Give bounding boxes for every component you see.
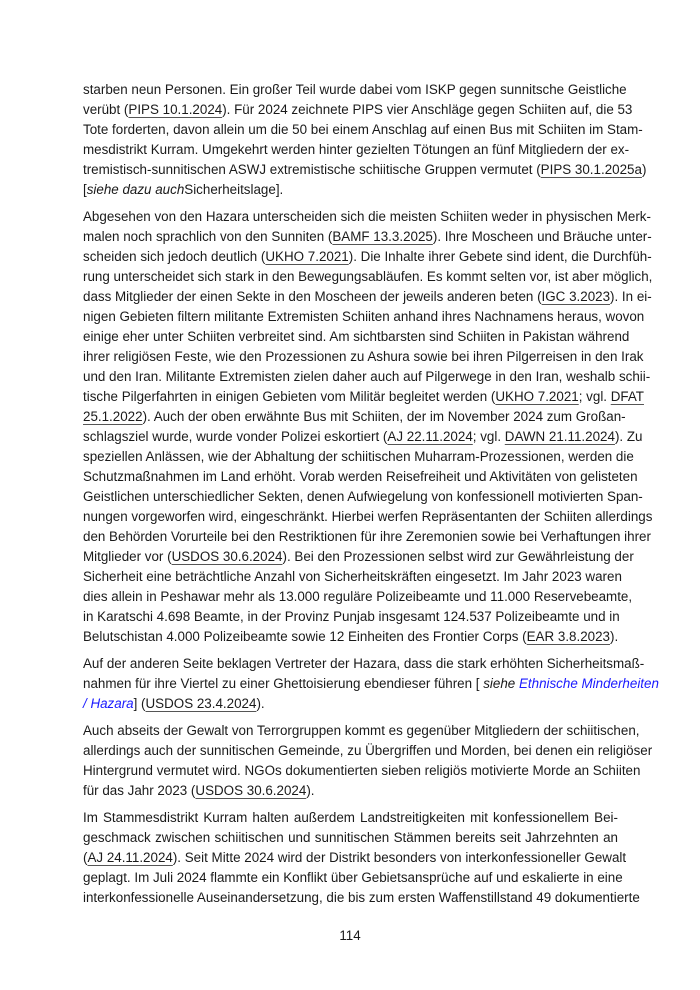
text-run: scheiden sich jedoch deutlich ( (83, 249, 266, 264)
text-line (83, 327, 630, 347)
text-run: [ (83, 182, 87, 197)
text-run: tische Pilgerfahrten in einigen Gebieten vom Militär begleitet werden ( (83, 389, 496, 404)
text-run: rung unterscheidet sich stark in den Bewegungsabläufen. Es kommt selten vor, ist aber möglich, (83, 269, 653, 284)
text-run: ) (641, 162, 647, 177)
text-line (83, 307, 645, 327)
citation-link[interactable]: IGC 3.2023 (541, 289, 611, 304)
text-run: ). Ihre Moscheen und Bräuche unter- (432, 229, 652, 244)
text-run: speziellen Anlässen, wie der Abhaltung der schiitischen Muharram-Prozessionen, werden die (83, 449, 634, 464)
text-line (83, 888, 640, 908)
text-line (83, 247, 652, 267)
text-run: geplagt. Im Juli 2024 flammte ein Konflikt über Gebietsansprüche auf und eskalierte in eine (83, 870, 623, 885)
text-run: schlagsziel wurde, wurde vonder Polizei eskortiert ( (83, 429, 388, 444)
text-line (83, 694, 618, 714)
text-run: Tote forderten, davon allein um die 50 bei einem Anschlag auf einen Bus mit Schiiten im Stam- (83, 122, 643, 137)
text-line (83, 467, 638, 487)
text-run: interkonfessionelle Auseinandersetzung, die bis zum ersten Waffenstillstand 49 dokumentierte (83, 890, 640, 905)
citation-link[interactable]: 25.1.2022 (83, 409, 143, 424)
text-line (83, 100, 633, 120)
text-line (83, 527, 651, 547)
text-line (83, 207, 651, 227)
text-run: ( (83, 850, 88, 865)
text-run: Hintergrund vermutet wird. NGOs dokumentierten sieben religiös motivierte Morde an Schiiten (83, 763, 641, 778)
text-line (83, 387, 644, 407)
text-run: Sicherheit eine beträchtliche Anzahl von Sicherheitskräften eingesetzt. Im Jahr 2023 waren (83, 569, 622, 584)
text-line (83, 627, 618, 647)
text-run: ). (306, 783, 315, 798)
text-run: ). Auch der oben erwähnte Bus mit Schiiten, der im November 2024 zum Großan- (142, 409, 626, 424)
text-run: nahmen für ihre Viertel zu einer Ghettoisierung ebendieser führen [ (83, 676, 484, 691)
text-run: Auch abseits der Gewalt von Terrorgruppen kommt es gegenüber Mitgliedern der schiitischen, (83, 723, 640, 738)
citation-link[interactable]: AJ 22.11.2024 (387, 429, 473, 444)
text-line (83, 654, 645, 674)
text-run: und den Iran. Militante Extremisten zielen daher auch auf Pilgerwege in den Iran, weshalb schii- (83, 369, 651, 384)
text-run: ). In ei- (610, 289, 652, 304)
citation-link[interactable]: EAR 3.8.2023 (526, 629, 611, 644)
text-run: ). (256, 696, 265, 711)
text-line (83, 160, 647, 180)
italic-text: siehe dazu auch (86, 182, 185, 197)
text-run: Im Stammesdistrikt Kurram halten außerdem Landstreitigkeiten mit konfessionellem Bei- (83, 810, 618, 825)
text-run: Abgesehen von den Hazara unterscheiden sich die meisten Schiiten weder in physischen Merk- (83, 209, 651, 224)
page-number: 114 (339, 928, 361, 943)
text-run: geschmack zwischen schiitischen und sunnitischen Stämmen bereits seit Jahrzehnten an (83, 830, 618, 845)
text-run: ). (610, 629, 619, 644)
text-run: ; vgl. (578, 389, 611, 404)
citation-link[interactable]: BAMF 13.3.2025 (332, 229, 433, 244)
text-line (83, 227, 652, 247)
text-line (83, 267, 653, 287)
text-run: Auf der anderen Seite beklagen Vertreter der Hazara, dass die stark erhöhten Sicherheitsmaß- (83, 656, 645, 671)
text-line (83, 868, 623, 888)
text-line (83, 721, 640, 741)
citation-link[interactable]: USDOS 23.4.2024 (145, 696, 257, 711)
paragraph (83, 808, 640, 908)
text-run: Sicherheitslage]. (184, 182, 284, 197)
text-run: ). Zu (614, 429, 643, 444)
text-line (83, 674, 659, 694)
text-run: dass Mitglieder der einen Sekte in den Moscheen der jeweils anderen beten ( (83, 289, 542, 304)
paragraph (83, 654, 659, 714)
citation-link[interactable]: UKHO 7.2021 (265, 249, 349, 264)
text-line (83, 447, 634, 467)
text-run: den Behörden Vorurteile bei den Restriktionen für ihre Zeremonien sowie bei Verhaftungen ihrer (83, 529, 651, 544)
paragraph (83, 721, 653, 801)
text-line (83, 427, 643, 447)
citation-link[interactable]: AJ 24.11.2024 (87, 850, 173, 865)
text-run: für das Jahr 2023 ( (83, 783, 196, 798)
text-run: starben neun Personen. Ein großer Teil wurde dabei vom ISKP gegen sunnitsche Geistliche (83, 82, 627, 97)
text-line (83, 547, 634, 567)
text-line (83, 848, 627, 868)
citation-link[interactable]: PIPS 10.1.2024 (128, 102, 223, 117)
italic-text: siehe (483, 676, 519, 691)
text-run: ). Für 2024 zeichnete PIPS vier Anschläge gegen Schiiten auf, die 53 (222, 102, 633, 117)
text-line (83, 367, 651, 387)
text-run: ). Die Inhalte ihrer Gebete sind ident, die Durchfüh- (348, 249, 652, 264)
text-run: nungen vorgeworfen wird, eingeschränkt. Hierbei werfen Repräsentanten der Schiiten allerdings (83, 509, 653, 524)
citation-link[interactable]: DAWN 21.11.2024 (504, 429, 615, 444)
text-run: tremistisch-sunnitischen ASWJ extremistische schiitische Gruppen vermutet ( (83, 162, 541, 177)
text-run: mesdistrikt Kurram. Umgekehrt werden hinter gezielten Tötungen an fünf Mitgliedern der ex- (83, 142, 630, 157)
text-run: einige eher unter Schiiten verbreitet sind. Am sichtbarsten sind Schiiten in Pakistan während (83, 329, 630, 344)
text-line (83, 587, 633, 607)
text-line (83, 347, 644, 367)
text-line (83, 407, 626, 427)
text-line (83, 828, 618, 848)
text-run: Geistlichen unterschiedlicher Sekten, denen Aufwiegelung von konfessionell motivierten Span- (83, 489, 643, 504)
text-line (83, 761, 641, 781)
text-run: allerdings auch der sunnitischen Gemeinde, zu Übergriffen und Morden, bei denen ein religiöser (83, 743, 653, 758)
text-run: ihrer religiösen Feste, wie den Prozessionen zu Ashura sowie bei ihren Pilgerreisen in den Irak (83, 349, 644, 364)
text-line (83, 287, 652, 307)
text-line (83, 567, 622, 587)
text-run: in Karatschi 4.698 Beamte, in der Provinz Punjab insgesamt 124.537 Polizeibeamte und in (83, 609, 620, 624)
text-run: ; vgl. (472, 429, 505, 444)
paragraph (83, 80, 647, 200)
text-run: Belutschistan 4.000 Polizeibeamte sowie 12 Einheiten des Frontier Corps ( (83, 629, 527, 644)
paragraph (83, 207, 653, 647)
text-line (83, 80, 627, 100)
text-line (83, 180, 618, 200)
citation-link[interactable]: PIPS 30.1.2025a (540, 162, 642, 177)
text-run: nigen Gebieten filtern militante Extremisten Schiiten anhand ihres Nachnamens heraus, wovon (83, 309, 645, 324)
document-body (83, 80, 659, 915)
citation-link[interactable]: USDOS 30.6.2024 (195, 783, 307, 798)
text-line (83, 741, 653, 761)
text-line (83, 487, 643, 507)
citation-link[interactable]: UKHO 7.2021 (495, 389, 579, 404)
text-line (83, 120, 643, 140)
text-line (83, 607, 618, 627)
citation-link[interactable]: USDOS 30.6.2024 (171, 549, 283, 564)
text-run: ). Seit Mitte 2024 wird der Distrikt besonders von interkonfessioneller Gewalt (172, 850, 627, 865)
citation-link[interactable]: DFAT (610, 389, 644, 404)
cross-reference-link[interactable]: Ethnische Minderheiten (518, 676, 659, 691)
text-run: ] ( (133, 696, 146, 711)
text-run: Schutzmaßnahmen im Land erhöht. Vorab werden Reisefreiheit und Aktivitäten von gelisteten (83, 469, 638, 484)
text-line (83, 781, 618, 801)
text-line (83, 140, 630, 160)
text-run: ). Bei den Prozessionen selbst wird zur Gewährleistung der (282, 549, 634, 564)
text-run: Mitglieder vor ( (83, 549, 172, 564)
cross-reference-link[interactable]: / Hazara (83, 696, 134, 711)
text-line (83, 507, 653, 527)
text-run: verübt ( (83, 102, 129, 117)
text-run: malen noch sprachlich von den Sunniten ( (83, 229, 333, 244)
text-line (83, 808, 618, 828)
text-run: dies allein in Peshawar mehr als 13.000 reguläre Polizeibeamte und 11.000 Reservebeamte, (83, 589, 633, 604)
